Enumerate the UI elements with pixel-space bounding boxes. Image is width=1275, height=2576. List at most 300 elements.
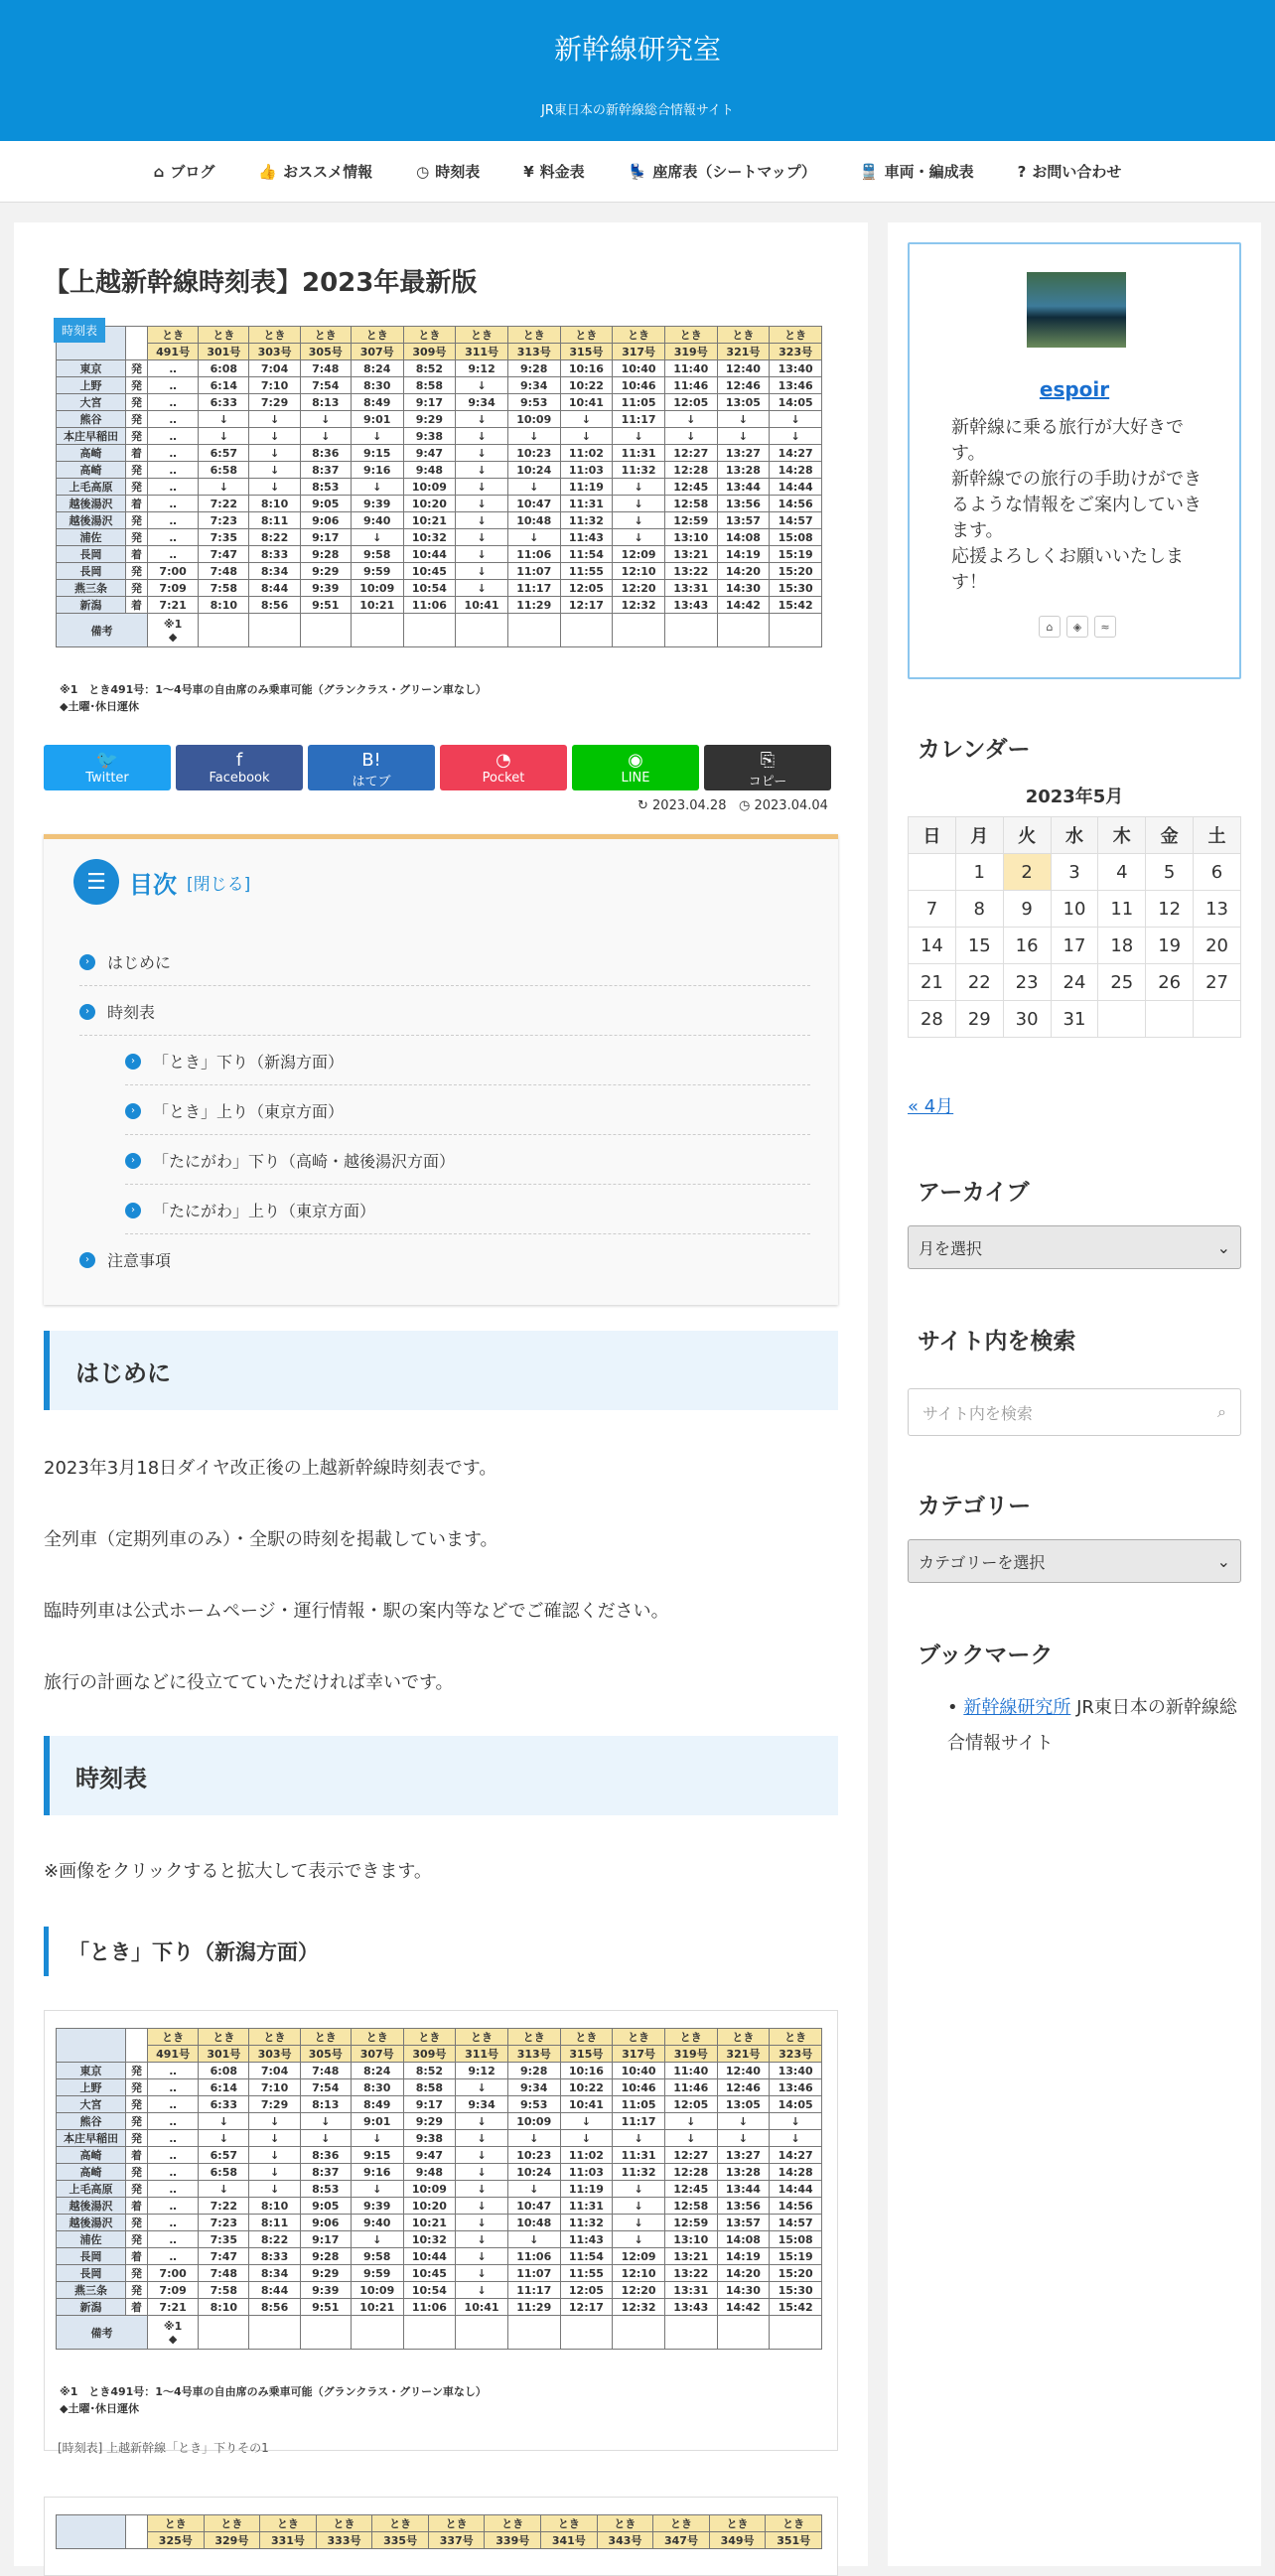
share-icon: 🐦 <box>95 750 119 771</box>
time-cell: 7:47 <box>199 546 249 563</box>
time-cell: 13:21 <box>664 2248 717 2265</box>
remarks-label: 備考 <box>57 614 148 647</box>
time-cell: 8:37 <box>300 2164 351 2181</box>
remark-cell <box>456 2316 508 2350</box>
time-cell: ↓ <box>456 2198 508 2215</box>
search-icon[interactable]: ⌕ <box>1217 1402 1226 1421</box>
train-number: 339号 <box>485 2532 541 2549</box>
time-cell: 8:49 <box>351 2096 403 2113</box>
time-cell: 8:13 <box>300 394 351 411</box>
train-number: 315号 <box>560 2046 613 2063</box>
time-cell: ↓ <box>456 2164 508 2181</box>
time-cell: ↓ <box>664 2113 717 2130</box>
time-cell: 9:39 <box>351 2198 403 2215</box>
time-cell: 10:20 <box>403 2198 456 2215</box>
nav-item[interactable] <box>154 161 215 182</box>
calendar-day: 2 <box>1003 854 1051 891</box>
time-cell: ‥ <box>148 2231 199 2248</box>
time-cell: 10:41 <box>456 597 508 614</box>
time-cell: 7:54 <box>300 2079 351 2096</box>
train-number: 325号 <box>148 2532 205 2549</box>
time-cell: ‥ <box>148 546 199 563</box>
time-cell: 11:06 <box>403 597 456 614</box>
table-row <box>57 2096 822 2113</box>
time-cell: 13:22 <box>664 563 717 580</box>
time-cell: 12:27 <box>664 2147 717 2164</box>
search-input[interactable]: サイト内を検索 ⌕ <box>908 1388 1241 1436</box>
table-row <box>57 428 822 445</box>
train-header-row <box>57 2515 822 2532</box>
time-cell: 8:10 <box>249 2198 300 2215</box>
arr-dep: 発 <box>126 2063 148 2079</box>
time-cell: ↓ <box>300 428 351 445</box>
time-cell: 8:11 <box>249 512 300 529</box>
time-cell: ↓ <box>613 428 665 445</box>
time-cell: ↓ <box>717 2130 770 2147</box>
table-row <box>57 496 822 512</box>
calendar-day: 20 <box>1194 928 1241 964</box>
time-cell: ↓ <box>613 2231 665 2248</box>
time-cell: 14:27 <box>770 445 822 462</box>
nav-label: 料金表 <box>539 163 585 181</box>
archive-select[interactable]: 月を選択 ⌄ <box>908 1225 1241 1269</box>
train-number: 311号 <box>456 344 508 360</box>
time-cell: 9:16 <box>351 2164 403 2181</box>
time-cell: 13:05 <box>717 394 770 411</box>
time-cell: 12:05 <box>664 2096 717 2113</box>
time-cell: 15:20 <box>770 2265 822 2282</box>
time-cell: 11:55 <box>560 563 613 580</box>
remark-cell <box>300 2316 351 2350</box>
time-cell: 12:58 <box>664 496 717 512</box>
time-cell: 9:59 <box>351 563 403 580</box>
time-cell: ‥ <box>148 411 199 428</box>
time-cell: 11:55 <box>560 2265 613 2282</box>
toc-item[interactable] <box>79 1000 810 1036</box>
time-cell: 10:48 <box>507 512 560 529</box>
time-cell: 12:17 <box>560 2299 613 2316</box>
time-cell: 10:22 <box>560 377 613 394</box>
time-cell: 10:41 <box>560 2096 613 2113</box>
train-type: とき <box>199 327 249 344</box>
train-type: とき <box>613 327 665 344</box>
time-cell: 7:48 <box>300 360 351 377</box>
time-cell: 13:28 <box>717 462 770 479</box>
feedly-icon[interactable]: ◈ <box>1066 616 1088 638</box>
table-row <box>57 2147 822 2164</box>
weekday: 月 <box>955 817 1003 854</box>
calendar-day: 30 <box>1003 1001 1051 1038</box>
yen-icon: ¥ <box>523 162 534 181</box>
time-cell: ↓ <box>613 2130 665 2147</box>
time-cell: 13:40 <box>770 2063 822 2079</box>
timetable-image[interactable] <box>56 2028 822 2350</box>
time-cell: 13:27 <box>717 2147 770 2164</box>
time-cell: 8:58 <box>403 377 456 394</box>
train-type: とき <box>485 2515 541 2532</box>
time-cell: ↓ <box>456 445 508 462</box>
site-title[interactable]: 新幹線研究室 <box>553 33 721 66</box>
time-cell: ‥ <box>148 2147 199 2164</box>
time-cell: ↓ <box>456 2248 508 2265</box>
station-name: 高崎 <box>57 445 126 462</box>
nav-item[interactable] <box>523 161 584 182</box>
share-button[interactable] <box>308 745 435 790</box>
time-cell: ↓ <box>456 496 508 512</box>
arr-dep: 発 <box>126 479 148 496</box>
time-cell: ‥ <box>148 496 199 512</box>
time-cell: 11:19 <box>560 479 613 496</box>
arr-dep: 発 <box>126 2231 148 2248</box>
calendar-day: 24 <box>1051 964 1098 1001</box>
remark-cell <box>560 2316 613 2350</box>
train-number: 309号 <box>403 344 456 360</box>
time-cell: 8:36 <box>300 2147 351 2164</box>
time-cell: 10:41 <box>456 2299 508 2316</box>
category-tag[interactable]: 時刻表 <box>54 318 105 343</box>
table-row <box>57 479 822 496</box>
prev-month-link[interactable]: « 4月 <box>908 1096 954 1117</box>
time-cell: 14:42 <box>717 597 770 614</box>
time-cell: 14:27 <box>770 2147 822 2164</box>
rss-icon[interactable]: ≈ <box>1094 616 1116 638</box>
remark-cell <box>351 614 403 647</box>
calendar-day: 27 <box>1194 964 1241 1001</box>
time-cell: 12:05 <box>560 580 613 597</box>
article-title: 【上越新幹線時刻表】2023年最新版 <box>44 268 478 298</box>
train-header-row <box>57 2029 822 2046</box>
author-description-line: 新幹線での旅行の手助けができるような情報をご案内していきます。 <box>951 469 1202 541</box>
arr-dep: 発 <box>126 563 148 580</box>
time-cell: ↓ <box>560 428 613 445</box>
time-cell: 9:51 <box>300 597 351 614</box>
remarks-label: 備考 <box>57 2316 148 2350</box>
time-cell: 11:02 <box>560 2147 613 2164</box>
time-cell: ‥ <box>148 377 199 394</box>
time-cell: 9:34 <box>507 2079 560 2096</box>
remark-cell <box>507 614 560 647</box>
station-name: 長岡 <box>57 2248 126 2265</box>
train-number: 321号 <box>717 344 770 360</box>
author-name[interactable]: espoir <box>1039 377 1110 401</box>
time-cell: 9:38 <box>403 2130 456 2147</box>
calendar-day: 15 <box>955 928 1003 964</box>
calendar-month: 2023年5月 <box>1025 787 1124 807</box>
train-number: 341号 <box>541 2532 598 2549</box>
time-cell: 7:54 <box>300 377 351 394</box>
time-cell: 11:40 <box>664 360 717 377</box>
station-name: 高崎 <box>57 462 126 479</box>
table-row <box>57 2079 822 2096</box>
published-date: ◷ 2023.04.04 <box>739 798 828 813</box>
arr-dep: 発 <box>126 2215 148 2231</box>
train-type: とき <box>717 2029 770 2046</box>
time-cell: ↓ <box>456 2181 508 2198</box>
widget-title: アーカイブ <box>918 1180 1030 1206</box>
time-cell: 10:44 <box>403 2248 456 2265</box>
arr-dep: 発 <box>126 2164 148 2181</box>
subsection-heading: 「とき」下り（新潟方面） <box>44 1927 319 1976</box>
time-cell: ↓ <box>770 428 822 445</box>
share-icon: ◔ <box>496 750 511 771</box>
time-cell: 11:31 <box>613 2147 665 2164</box>
time-cell: ‥ <box>148 2130 199 2147</box>
toc-item[interactable] <box>79 1248 810 1283</box>
time-cell: ↓ <box>456 580 508 597</box>
arr-dep: 発 <box>126 377 148 394</box>
time-cell: 11:31 <box>560 2198 613 2215</box>
remark-cell <box>199 614 249 647</box>
toc-item[interactable] <box>125 1099 810 1135</box>
train-type: とき <box>709 2515 766 2532</box>
author-description <box>951 415 1205 596</box>
calendar-week <box>909 964 1241 1001</box>
time-cell: 9:47 <box>403 445 456 462</box>
nav-item[interactable] <box>1018 161 1122 182</box>
train-type: とき <box>664 327 717 344</box>
time-cell: 11:32 <box>560 512 613 529</box>
calendar <box>908 783 1241 1038</box>
time-cell: 10:32 <box>403 529 456 546</box>
toc-item[interactable] <box>125 1199 810 1234</box>
train-number: 307号 <box>351 344 403 360</box>
time-cell: ↓ <box>351 2231 403 2248</box>
remark-cell <box>456 614 508 647</box>
time-cell: ↓ <box>351 479 403 496</box>
share-button[interactable] <box>440 745 567 790</box>
time-cell: 9:29 <box>300 563 351 580</box>
time-cell: ‥ <box>148 394 199 411</box>
train-type: とき <box>770 327 822 344</box>
toc-toggle[interactable]: [閉じる] <box>187 874 251 895</box>
category-select[interactable]: カテゴリーを選択 ⌄ <box>908 1539 1241 1583</box>
time-cell: 9:29 <box>403 411 456 428</box>
arr-dep: 発 <box>126 2265 148 2282</box>
time-cell: 8:44 <box>249 2282 300 2299</box>
time-cell: ↓ <box>199 428 249 445</box>
time-cell: 8:34 <box>249 2265 300 2282</box>
time-cell: 12:58 <box>664 2198 717 2215</box>
share-button[interactable] <box>176 745 303 790</box>
timetable-image[interactable] <box>56 2514 822 2549</box>
calendar-day: 7 <box>909 891 956 928</box>
calendar-day <box>1194 1001 1241 1038</box>
train-number: 331号 <box>260 2532 317 2549</box>
time-cell: 14:08 <box>717 2231 770 2248</box>
train-number: 315号 <box>560 344 613 360</box>
time-cell: ↓ <box>456 2113 508 2130</box>
time-cell: 9:28 <box>300 2248 351 2265</box>
arr-dep: 発 <box>126 428 148 445</box>
time-cell: ↓ <box>507 428 560 445</box>
remark-cell <box>613 2316 665 2350</box>
arr-dep: 発 <box>126 2113 148 2130</box>
time-cell: 7:47 <box>199 2248 249 2265</box>
time-cell: 8:56 <box>249 2299 300 2316</box>
time-cell: 6:08 <box>199 2063 249 2079</box>
time-cell: 8:10 <box>199 597 249 614</box>
nav-item[interactable] <box>629 161 816 182</box>
share-button[interactable] <box>44 745 171 790</box>
table-row <box>57 546 822 563</box>
time-cell: 12:28 <box>664 2164 717 2181</box>
table-row <box>57 2113 822 2130</box>
station-name: 長岡 <box>57 2265 126 2282</box>
time-cell: ‥ <box>148 2164 199 2181</box>
profile-links <box>1039 616 1116 638</box>
arr-dep: 発 <box>126 580 148 597</box>
toc-item[interactable] <box>79 950 810 986</box>
time-cell: ↓ <box>664 411 717 428</box>
remark-cell <box>300 614 351 647</box>
arr-dep: 着 <box>126 546 148 563</box>
station-name: 大宮 <box>57 2096 126 2113</box>
nav-item[interactable] <box>860 161 974 182</box>
author-description-line: 応援よろしくお願いいたします！ <box>951 546 1184 593</box>
train-number: 305号 <box>300 2046 351 2063</box>
time-cell: ↓ <box>300 2113 351 2130</box>
time-cell: 6:33 <box>199 394 249 411</box>
time-cell: 9:05 <box>300 496 351 512</box>
share-label: はてブ <box>352 775 391 789</box>
nav-item[interactable] <box>258 161 372 182</box>
station-name: 浦佐 <box>57 2231 126 2248</box>
train-type: とき <box>204 2515 260 2532</box>
time-cell: 14:08 <box>717 529 770 546</box>
home-icon[interactable]: ⌂ <box>1039 616 1061 638</box>
time-cell: ↓ <box>717 411 770 428</box>
time-cell: 12:40 <box>717 2063 770 2079</box>
remark-cell <box>403 2316 456 2350</box>
time-cell: 6:33 <box>199 2096 249 2113</box>
time-cell: 7:48 <box>199 2265 249 2282</box>
share-icon: ⎘ <box>760 750 776 771</box>
remark-cell <box>770 2316 822 2350</box>
calendar-day <box>1146 1001 1194 1038</box>
train-number: 317号 <box>613 344 665 360</box>
share-button[interactable] <box>572 745 699 790</box>
arr-dep: 発 <box>126 360 148 377</box>
time-cell: 13:46 <box>770 2079 822 2096</box>
time-cell: 12:46 <box>717 377 770 394</box>
time-cell: 9:29 <box>403 2113 456 2130</box>
time-cell: 10:21 <box>403 512 456 529</box>
time-cell: 11:05 <box>613 394 665 411</box>
time-cell: ↓ <box>249 2113 300 2130</box>
weekday: 水 <box>1051 817 1098 854</box>
calendar-day: 14 <box>909 928 956 964</box>
time-cell: ↓ <box>560 2130 613 2147</box>
time-cell: 9:16 <box>351 462 403 479</box>
table-row <box>57 360 822 377</box>
train-type: とき <box>507 2029 560 2046</box>
calendar-day: 11 <box>1098 891 1146 928</box>
time-cell: 6:57 <box>199 2147 249 2164</box>
time-cell: 15:42 <box>770 597 822 614</box>
calendar-day: 13 <box>1194 891 1241 928</box>
time-cell: 13:28 <box>717 2164 770 2181</box>
table-row <box>57 462 822 479</box>
train-number-row <box>57 2046 822 2063</box>
station-name: 大宮 <box>57 394 126 411</box>
time-cell: ↓ <box>456 2282 508 2299</box>
time-cell: 12:32 <box>613 597 665 614</box>
time-cell: ↓ <box>351 2130 403 2147</box>
time-cell: ↓ <box>770 2113 822 2130</box>
time-cell: ‥ <box>148 428 199 445</box>
toc-item[interactable] <box>125 1050 810 1085</box>
time-cell: 7:00 <box>148 563 199 580</box>
time-cell: ↓ <box>664 428 717 445</box>
empty-cell <box>126 2515 148 2549</box>
share-button[interactable] <box>704 745 831 790</box>
time-cell: 8:13 <box>300 2096 351 2113</box>
remarks-row <box>57 2316 822 2350</box>
train-type: とき <box>541 2515 598 2532</box>
time-cell: 8:24 <box>351 360 403 377</box>
train-type: とき <box>300 327 351 344</box>
time-cell: 9:05 <box>300 2198 351 2215</box>
remark-cell <box>249 614 300 647</box>
time-cell: 7:04 <box>249 2063 300 2079</box>
calendar-day: 25 <box>1098 964 1146 1001</box>
station-name: 越後湯沢 <box>57 2215 126 2231</box>
station-name: 上野 <box>57 2079 126 2096</box>
time-cell: 10:09 <box>351 2282 403 2299</box>
table-row <box>57 563 822 580</box>
remark-cell <box>560 614 613 647</box>
time-cell: 10:46 <box>613 377 665 394</box>
station-name: 浦佐 <box>57 529 126 546</box>
time-cell: 8:52 <box>403 360 456 377</box>
toc-item[interactable] <box>125 1149 810 1185</box>
time-cell: 11:31 <box>560 496 613 512</box>
train-number: 347号 <box>653 2532 710 2549</box>
time-cell: ↓ <box>456 2130 508 2147</box>
arr-dep: 発 <box>126 529 148 546</box>
station-name: 新潟 <box>57 597 126 614</box>
toc-label: 「とき」下り（新潟方面） <box>153 1053 345 1072</box>
time-cell: 15:08 <box>770 529 822 546</box>
time-cell: 12:20 <box>613 580 665 597</box>
time-cell: 15:30 <box>770 2282 822 2299</box>
time-cell: ↓ <box>249 411 300 428</box>
bookmark-link[interactable]: 新幹線研究所 <box>963 1697 1071 1718</box>
time-cell: ↓ <box>199 479 249 496</box>
train-number: 343号 <box>597 2532 653 2549</box>
time-cell: 11:03 <box>560 462 613 479</box>
table-row <box>57 2130 822 2147</box>
weekday: 金 <box>1146 817 1194 854</box>
time-cell: 11:40 <box>664 2063 717 2079</box>
time-cell: ↓ <box>456 479 508 496</box>
arr-dep: 発 <box>126 2181 148 2198</box>
timetable-image[interactable] <box>56 326 822 647</box>
time-cell: ↓ <box>613 2181 665 2198</box>
calendar-day: 17 <box>1051 928 1098 964</box>
timetable-note: ※1 とき491号：1〜4号車の自由席のみ乗車可能（グランクラス・グリーン車なし） ◆土曜･休日運休 <box>60 683 487 713</box>
time-cell: 10:21 <box>351 2299 403 2316</box>
time-cell: ↓ <box>770 411 822 428</box>
time-cell: 13:10 <box>664 529 717 546</box>
train-number: 491号 <box>148 2046 199 2063</box>
nav-item[interactable] <box>416 161 480 182</box>
time-cell: ↓ <box>249 462 300 479</box>
time-cell: 7:00 <box>148 2265 199 2282</box>
time-cell: 10:47 <box>507 2198 560 2215</box>
time-cell: 13:31 <box>664 2282 717 2299</box>
time-cell: 7:09 <box>148 2282 199 2299</box>
